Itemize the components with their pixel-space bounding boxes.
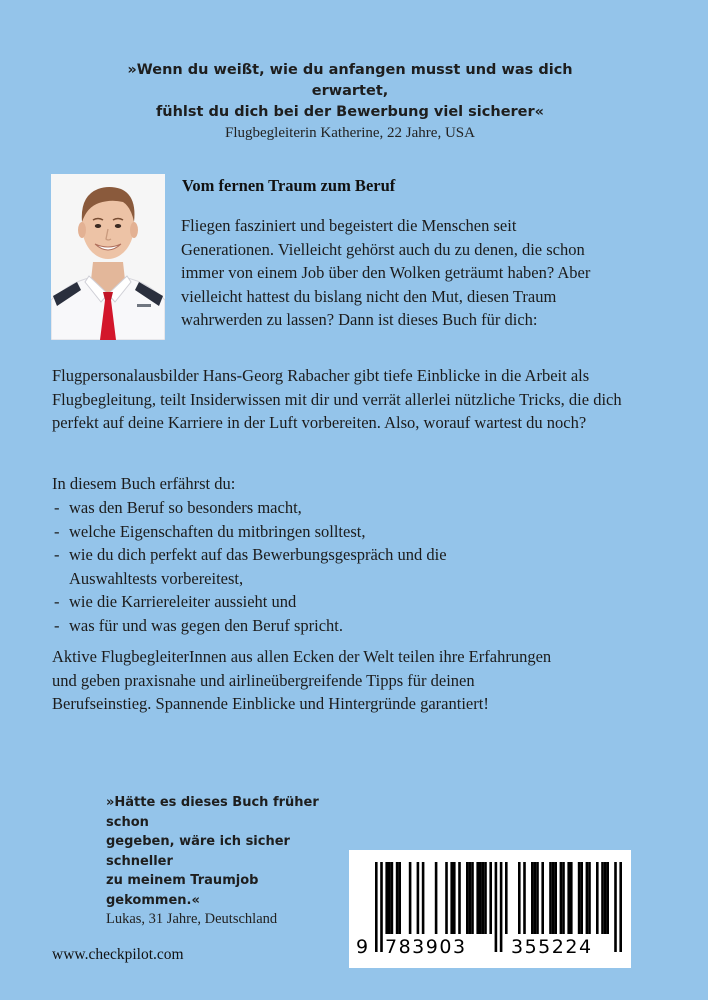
barcode-bar xyxy=(596,862,599,934)
barcode-bar xyxy=(453,862,456,934)
barcode-bar xyxy=(534,862,537,934)
barcode-bar xyxy=(580,862,583,934)
closing-paragraph: Aktive FlugbegleiterInnen aus allen Ecken der Welt teilen ihre Erfahrungen und geben praxisnahe und airlineübergreifende Tipps für deinen Berufseinstieg. Spannende Einblicke und Hintergründe garantiert! xyxy=(52,647,552,713)
barcode-bar xyxy=(396,862,399,934)
barcode-bar xyxy=(523,862,526,934)
barcode-bar xyxy=(380,862,383,952)
list-item: - was den Beruf so besonders macht, xyxy=(52,496,652,520)
list-item: - wie die Karriereleiter aussieht und xyxy=(52,590,652,614)
barcode-bar xyxy=(614,862,617,952)
author-portrait xyxy=(51,174,165,340)
description-paragraph: Flugpersonalausbilder Hans-Georg Rabacher gibt tiefe Einblicke in die Arbeit als Flugbegleitung, teilt Insiderwissen mit dir und verrät allerlei nützliche Tricks, die dich perfekt auf deine Karriere in der Luft vorbereiten. Also, worauf wartest du noch? xyxy=(52,366,622,432)
barcode-left-digits: 783903 xyxy=(385,936,467,958)
barcode-bar xyxy=(541,862,544,934)
barcode-bar xyxy=(601,862,604,934)
barcode-bar xyxy=(450,862,453,934)
quote-line: »Hätte es dieses Buch früher schon xyxy=(106,795,319,830)
barcode-bar xyxy=(422,862,425,934)
quote-source: Flugbegleiterin Katherine, 22 Jahre, USA xyxy=(225,125,475,141)
intro-paragraph: Fliegen fasziniert und begeistert die Menschen seit Generationen. Vielleicht gehörst auch du zu denen, die schon immer von einem Job über den Wolken geträumt haben? Aber vielleicht hattest du bislang nicht den Mut, diesen Traum wahrwerden zu lassen? Dann ist dieses Buch für dich: xyxy=(181,216,591,329)
barcode-first-digit: 9 xyxy=(356,936,370,958)
barcode-bar xyxy=(604,862,607,934)
barcode-bar xyxy=(482,862,485,934)
barcode-bar xyxy=(388,862,391,934)
barcode-bar xyxy=(435,862,438,934)
barcode-bar xyxy=(375,862,378,952)
barcode-bar xyxy=(560,862,563,934)
barcode-bar xyxy=(562,862,565,934)
barcode-bar xyxy=(567,862,570,934)
list-item: - welche Eigenschaften du mitbringen solltest, xyxy=(52,520,652,544)
bottom-testimonial-quote xyxy=(106,793,346,929)
barcode-bar xyxy=(489,862,492,934)
quote-source: Lukas, 31 Jahre, Deutschland xyxy=(106,911,278,927)
barcode-bar xyxy=(458,862,461,934)
barcode-bar xyxy=(578,862,581,934)
barcode-bar xyxy=(484,862,487,934)
quote-line: »Wenn du weißt, wie du anfangen musst und was dich erwartet, xyxy=(127,62,573,99)
barcode-bar xyxy=(476,862,479,934)
top-testimonial-quote xyxy=(100,60,600,143)
barcode-bar xyxy=(500,862,503,952)
quote-line: fühlst du dich bei der Bewerbung viel sicherer« xyxy=(155,104,545,120)
barcode-bar xyxy=(505,862,508,934)
barcode-bar xyxy=(417,862,420,934)
list-item: - wie du dich perfekt auf das Bewerbungsgespräch und die Auswahltests vorbereitest, xyxy=(52,543,509,590)
barcode-bar xyxy=(619,862,622,952)
list-item: - was für und was gegen den Beruf spricht. xyxy=(52,614,652,638)
barcode-bar xyxy=(549,862,552,934)
barcode-bar xyxy=(586,862,589,934)
barcode-bar xyxy=(531,862,534,934)
barcode-bar xyxy=(445,862,448,934)
barcode-right-digits: 355224 xyxy=(511,936,593,958)
barcode-bar xyxy=(570,862,573,934)
section-heading: Vom fernen Traum zum Beruf xyxy=(182,176,396,195)
barcode-bar xyxy=(391,862,394,934)
barcode-bar xyxy=(606,862,609,934)
barcode-bar xyxy=(471,862,474,934)
barcode-bar xyxy=(398,862,401,934)
barcode-bar xyxy=(495,862,498,952)
quote-line: gegeben, wäre ich sicher schneller xyxy=(106,834,290,869)
barcode-bar xyxy=(385,862,388,934)
barcode-bar xyxy=(469,862,472,934)
barcode-bar xyxy=(466,862,469,934)
topics-list xyxy=(52,496,652,637)
barcode-bar xyxy=(588,862,591,934)
barcode-bar xyxy=(554,862,557,934)
list-intro: In diesem Buch erfährst du: xyxy=(52,474,236,493)
quote-line: zu meinem Traumjob gekommen.« xyxy=(106,873,259,908)
barcode-bar xyxy=(552,862,555,934)
isbn-barcode xyxy=(349,850,631,968)
barcode-bar xyxy=(536,862,539,934)
barcode-bar xyxy=(518,862,521,934)
barcode-bar xyxy=(479,862,482,934)
barcode-bar xyxy=(409,862,412,934)
website-url[interactable]: www.checkpilot.com xyxy=(52,946,184,963)
